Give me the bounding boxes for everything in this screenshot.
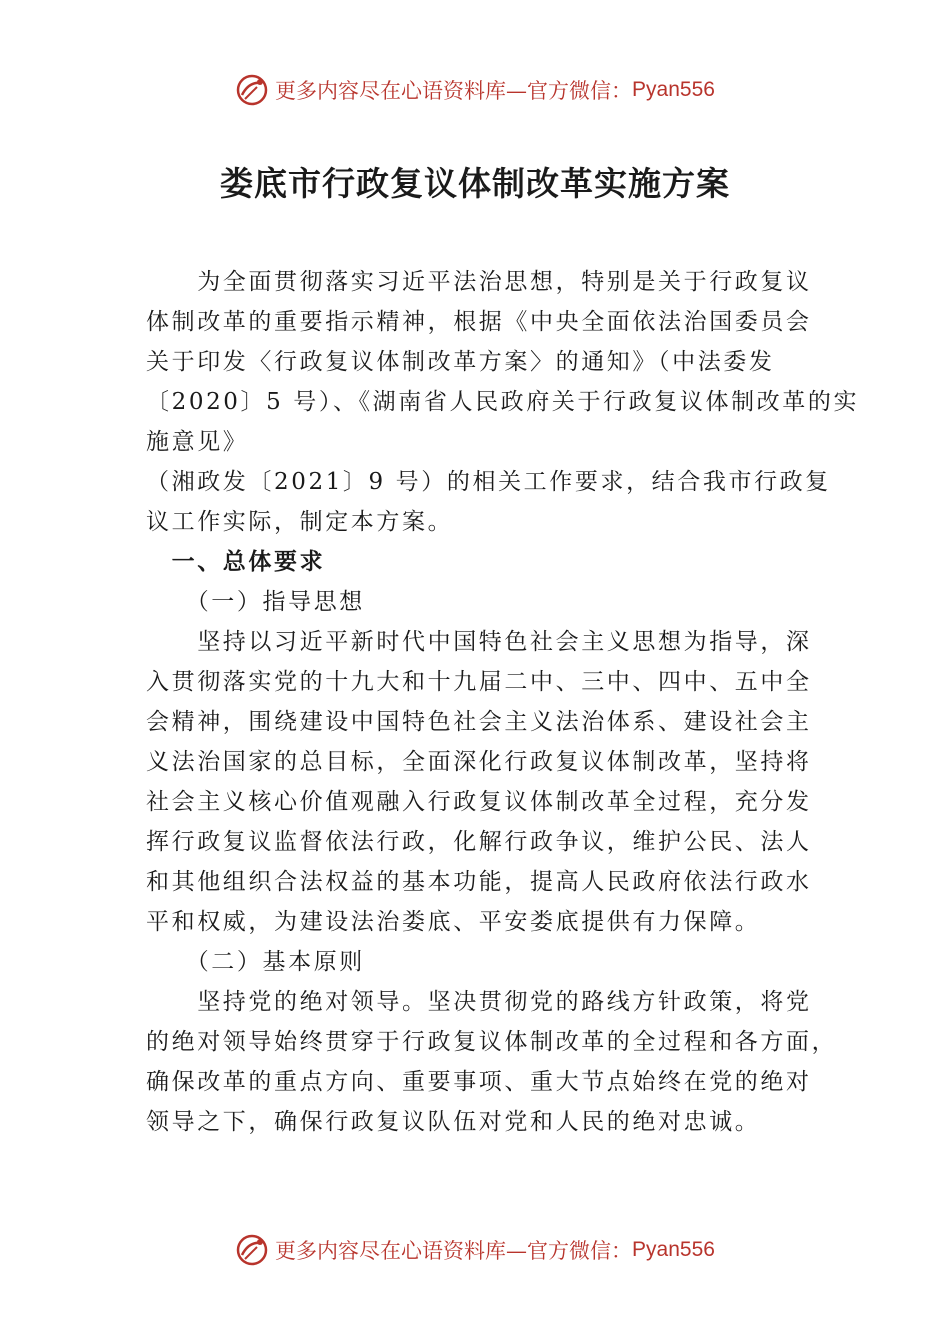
body-line: 坚持以习近平新时代中国特色社会主义思想为指导，深	[146, 629, 812, 655]
body-line: 义法治国家的总目标，全面深化行政复议体制改革，坚持将	[146, 749, 812, 775]
body-line: 坚持党的绝对领导。坚决贯彻党的路线方针政策，将党	[146, 989, 812, 1015]
logo-icon	[235, 1233, 269, 1267]
body-line: 会精神，围绕建设中国特色社会主义法治体系、建设社会主	[146, 709, 812, 735]
body-line: （二）基本原则	[146, 949, 365, 975]
document-title: 娄底市行政复议体制改革实施方案	[220, 164, 730, 203]
body-line: 议工作实际，制定本方案。	[146, 509, 454, 535]
body-line: 平和权威，为建设法治娄底、平安娄底提供有力保障。	[146, 909, 761, 935]
body-line: 体制改革的重要指示精神，根据《中央全面依法治国委员会	[146, 309, 812, 335]
body-line: 确保改革的重点方向、重要事项、重大节点始终在党的绝对	[146, 1069, 812, 1095]
body-line: （一）指导思想	[146, 589, 365, 615]
section-heading: 一、总体要求	[146, 548, 326, 575]
body-line: 挥行政复议监督依法行政，化解行政争议，维护公民、法人	[146, 829, 812, 855]
banner-text: 更多内容尽在心语资料库—官方微信：	[275, 79, 633, 103]
wechat-id: Pyan556	[632, 1238, 715, 1261]
document-body	[146, 262, 860, 1142]
banner-text: 更多内容尽在心语资料库—官方微信：	[275, 1239, 633, 1263]
body-line: 施意见》	[146, 429, 249, 455]
logo-icon	[235, 73, 269, 107]
body-line: 社会主义核心价值观融入行政复议体制改革全过程，充分发	[146, 789, 812, 815]
body-line: 的绝对领导始终贯穿于行政复议体制改革的全过程和各方面，	[146, 1029, 838, 1055]
body-line: （湘政发〔2021〕9 号）的相关工作要求，结合我市行政复	[146, 469, 831, 495]
header-banner	[0, 70, 950, 110]
body-line: 和其他组织合法权益的基本功能，提高人民政府依法行政水	[146, 869, 812, 895]
body-line: 为全面贯彻落实习近平法治思想，特别是关于行政复议	[146, 269, 812, 295]
wechat-id: Pyan556	[632, 78, 715, 101]
body-line: 〔2020〕5 号）、《湖南省人民政府关于行政复议体制改革的实	[146, 389, 860, 415]
body-line: 入贯彻落实党的十九大和十九届二中、三中、四中、五中全	[146, 669, 812, 695]
body-line: 领导之下，确保行政复议队伍对党和人民的绝对忠诚。	[146, 1109, 761, 1135]
body-line: 关于印发〈行政复议体制改革方案〉的通知》（中法委发	[146, 349, 775, 375]
footer-banner	[0, 1230, 950, 1270]
